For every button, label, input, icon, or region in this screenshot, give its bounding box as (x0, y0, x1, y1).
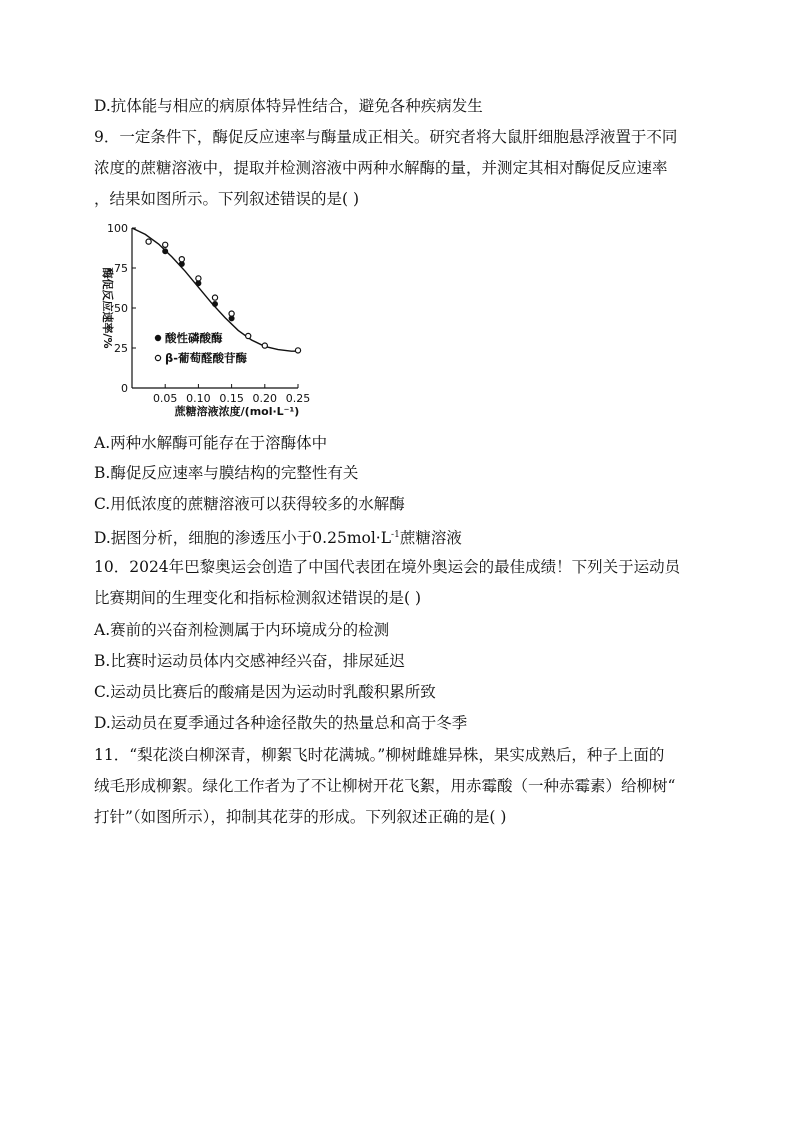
question-10-option-d: D.运动员在夏季通过各种途径散失的热量总和高于冬季 (94, 714, 468, 732)
question-9-stem-line-1: 9．一定条件下，酶促反应速率与酶量成正相关。研究者将大鼠肝细胞悬浮液置于不同 (94, 128, 678, 146)
question-9-option-c: C.用低浓度的蔗糖溶液可以获得较多的水解酶 (94, 495, 405, 513)
question-9-option-a: A.两种水解酶可能存在于溶酶体中 (94, 434, 328, 452)
unit-superscript: -1 (391, 530, 400, 540)
y-tick-label: 0 (121, 382, 128, 395)
question-11-stem-line-3: 打针”（如图所示），抑制其花芽的形成。下列叙述正确的是( ) (94, 808, 507, 826)
y-axis-label: 酶促反应速率/% (101, 267, 114, 349)
data-point-glucuronidase (229, 311, 234, 316)
question-10-stem-line-1: 10．2024年巴黎奥运会创造了中国代表团在境外奥运会的最佳成绩！下列关于运动员 (94, 558, 681, 576)
question-10-option-a: A.赛前的兴奋剂检测属于内环境成分的检测 (94, 621, 390, 639)
legend-marker (155, 335, 160, 340)
y-tick-label: 75 (114, 262, 128, 275)
option-d-text: D.据图分析，细胞的渗透压小于0.25mol·L (94, 529, 392, 548)
question-10-option-c: C.运动员比赛后的酸痛是因为运动时乳酸积累所致 (94, 683, 436, 701)
question-9-option-b: B.酶促反应速率与膜结构的完整性有关 (94, 464, 359, 482)
data-point-glucuronidase (146, 239, 151, 244)
data-point-glucuronidase (262, 343, 267, 348)
question-11-stem-line-1: 11．“梨花淡白柳深青，柳絮飞时花满城。”柳树雌雄异株，果实成熟后，种子上面的 (94, 746, 665, 764)
data-point-glucuronidase (295, 348, 300, 353)
y-tick-label: 50 (114, 302, 128, 315)
enzyme-rate-chart (92, 216, 322, 422)
legend-label: β-葡萄醛酸苷酶 (165, 351, 248, 365)
data-point-glucuronidase (196, 276, 201, 281)
option-d-tail: 蔗糖溶液 (399, 529, 462, 548)
data-point-acid-phosphatase (213, 302, 218, 307)
question-9-option-d (94, 525, 714, 548)
data-point-acid-phosphatase (163, 249, 168, 254)
y-tick-label: 100 (107, 222, 128, 235)
x-tick-label: 0.10 (186, 392, 211, 405)
question-10-option-b: B.比赛时运动员体内交感神经兴奋，排尿延迟 (94, 652, 405, 670)
x-tick-label: 0.05 (152, 392, 178, 405)
question-8-option-d: D.抗体能与相应的病原体特异性结合，避免各种疾病发生 (94, 97, 483, 115)
legend-marker (155, 355, 160, 360)
data-point-glucuronidase (163, 242, 168, 247)
x-tick-label: 0.25 (285, 392, 311, 405)
data-point-glucuronidase (246, 333, 251, 338)
x-axis-label: 蔗糖溶液浓度/(mol·L⁻¹) (174, 405, 300, 418)
question-9-stem-line-2: 浓度的蔗糖溶液中，提取并检测溶液中两种水解酶的量，并测定其相对酶促反应速率 (94, 159, 668, 177)
y-tick-label: 25 (114, 342, 128, 355)
x-tick-label: 0.20 (252, 392, 278, 405)
question-10-stem-line-2: 比赛期间的生理变化和指标检测叙述错误的是( ) (94, 589, 422, 607)
data-point-glucuronidase (212, 295, 217, 300)
question-11-stem-line-2: 绒毛形成柳絮。绿化工作者为了不让柳树开花飞絮，用赤霉酸（一种赤霉素）给柳树“ (94, 777, 676, 795)
legend-label: 酸性磷酸酶 (165, 331, 223, 345)
data-point-glucuronidase (179, 257, 184, 262)
x-tick-label: 0.15 (219, 392, 244, 405)
question-9-stem-line-3: ，结果如图所示。下列叙述错误的是( ) (94, 190, 360, 208)
